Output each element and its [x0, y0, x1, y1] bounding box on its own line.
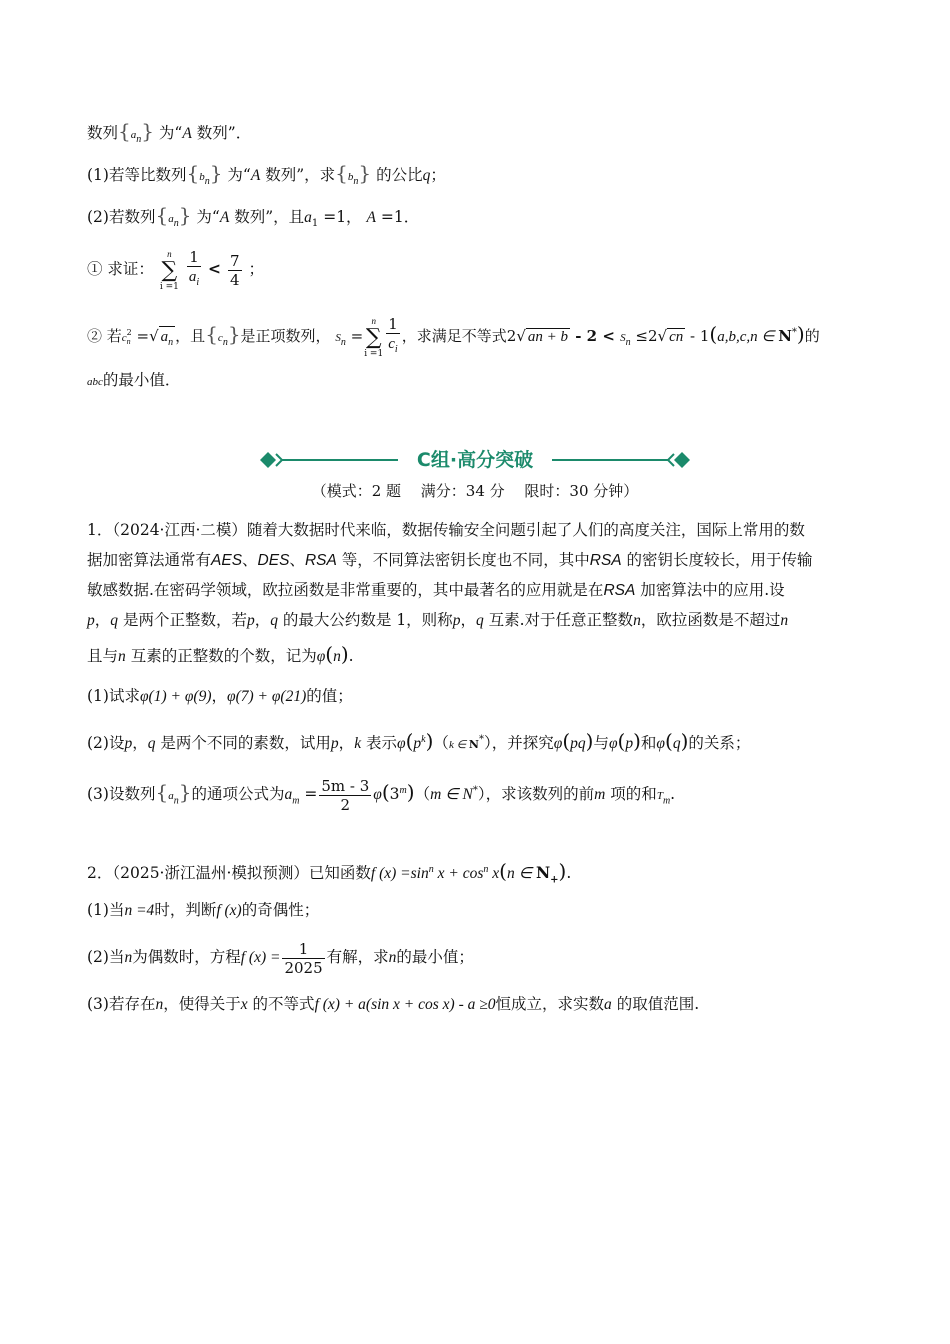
problem-1-line-4: p，q 是两个正整数，若p，q 的最大公约数是 1，则称p，q 互素.对于任意正整数n，欧拉函数是不超过n: [87, 611, 789, 629]
subscript: n: [222, 337, 228, 348]
problem-2-sub-3: (3)若存在n，使得关于x 的不等式f (x) + a(sin x + cos x) - a ≥0恒成立，求实数a 的取值范围.: [87, 995, 700, 1013]
text: 是正项数列，: [240, 327, 331, 345]
fraction: $\frac{7}{4}$: [229, 251, 240, 289]
text: a,b,c,n ∈: [717, 329, 779, 345]
text: an + b: [527, 329, 568, 345]
question-2-2: ② 若c 2 n =√ $a_n$ ，且$\{c_n\}$是正项数列， $S_n =n$ ∑ i =1 $\frac{1}{c_i}$ ，求满足不等式2√ an + $b - 2 < S_n \le 2√$ cn - 1(a,b,c,n ∈ N*)的: [87, 315, 820, 359]
text: A: [250, 167, 261, 184]
text: =: [131, 327, 150, 345]
text: ，且: [175, 327, 206, 345]
text: (1)若等比数列: [87, 166, 187, 184]
text: A: [182, 125, 192, 142]
fraction: $\frac{1}{c_i}$: [388, 315, 398, 355]
text: =: [345, 327, 364, 345]
subscript: n: [353, 176, 359, 188]
fraction: $\frac{1}{a_i}$: [188, 248, 200, 288]
text: A: [366, 209, 376, 226]
subscript: n: [625, 337, 631, 348]
section-subtitle: （模式：2 题 满分：34 分 限时：30 分钟）: [311, 482, 639, 500]
text: <: [208, 259, 222, 278]
problem-1-sub-3: (3)设数列$\{a_n\}$的通项公式为$a_m$ = $\frac{5m - 3}{2}$ φ(3$^m$)（m ∈ N*），求该数列的前m 项的和$T_m$.: [87, 776, 676, 814]
text: c: [217, 332, 223, 344]
text: 为“: [196, 208, 220, 226]
question-2-2-line2: [87, 369, 180, 393]
superscript: *: [791, 327, 797, 338]
sum-symbol: n ∑ i =1: [364, 315, 384, 359]
subscript: n: [204, 176, 210, 188]
text: q: [422, 167, 431, 184]
text: 的: [804, 327, 820, 345]
text: ，求满足不等式: [401, 327, 507, 345]
text: 数列”，求: [265, 166, 336, 184]
seq-symbol: b: [347, 171, 354, 183]
text: 为“: [227, 166, 251, 184]
text: a: [304, 209, 312, 226]
subscript: n: [136, 134, 142, 146]
text: S: [335, 332, 341, 344]
text: 数列”，且: [234, 208, 305, 226]
text: ≤2: [630, 327, 658, 345]
text: ② 若: [87, 327, 122, 345]
problem-1-sub-1: (1)试求φ(1) + φ(9)，φ(7) + φ(21)的值；: [87, 687, 353, 705]
subscript: 1: [311, 218, 319, 230]
text: S: [620, 332, 626, 344]
text: 的公比: [376, 166, 423, 184]
text: cn: [669, 329, 684, 345]
section-title: C组·高分突破: [416, 449, 534, 471]
text: ；: [430, 166, 446, 184]
problem-2-sub-1: (1)当n =4时，判断f (x)的奇偶性；: [87, 901, 320, 919]
text: 数列”．: [196, 124, 252, 142]
problem-1-line-5: 且与n 互素的正整数的个数，记为φ(n).: [87, 642, 354, 666]
sum-symbol: n ∑ i =1: [159, 248, 179, 292]
problem-1-line-1: 1．（2024·江西·二模）随着大数据时代来临，数据传输安全问题引起了人们的高度关注，国际上常用的数: [87, 521, 805, 539]
text: 的最小值．: [102, 371, 181, 389]
problem-2-line-1: 2．（2025·浙江温州·模拟预测）已知函数f $(x) =\sin^n$ $x + \cos^n x(n$ ∈ $N_+$).: [87, 859, 572, 886]
text: 为“: [158, 124, 183, 142]
subscript: n: [173, 218, 179, 230]
text: =1．: [375, 208, 420, 226]
question-2-1: [87, 248, 264, 292]
seq-symbol: b: [199, 171, 205, 183]
text: (2)若数列: [87, 208, 156, 226]
text: c: [121, 332, 127, 344]
text: 2: [506, 327, 517, 345]
text: - 1: [685, 327, 710, 345]
subscript: n: [340, 337, 346, 348]
seq-symbol: a: [168, 213, 174, 225]
problem-1-line-3: 敏感数据.在密码学领域，欧拉函数是非常重要的，其中最著名的应用就是在RSA 加密算法中的应用.设: [87, 581, 785, 599]
problem-2-sub-2: (2)当n为偶数时，方程f (x) = $\frac{1}{2025}$ 有解，求n的最小值；: [87, 939, 474, 977]
question-2: (2)若数列$\{a_n\}$ 为“A 数列”，且$a_1 =1$， A =1．: [87, 203, 420, 230]
section-header: [258, 448, 692, 472]
problem-1-sub-2: (2)设p，q 是两个不同的素数，试用p，k 表示$\varphi(p^k)(k$ ∈ N*），并探究φ(pq)与φ(p)和φ(q)的关系；: [87, 729, 751, 754]
question-1: (1)若等比数列$\{b_n\}$ 为“A 数列”，求$\{b_n\}$ 的公比q；: [87, 161, 446, 188]
text: N: [778, 327, 792, 345]
text: - 2 <: [570, 327, 621, 345]
text: A: [219, 209, 230, 226]
fraction: $\frac{1}{2025}$: [284, 939, 323, 977]
text: 数列: [87, 124, 119, 142]
text: ；: [248, 260, 264, 278]
text: =1，: [318, 208, 362, 226]
seq-symbol: a: [130, 129, 137, 141]
problem-1-line-2: 据加密算法通常有AES、DES、RSA 等，不同算法密钥长度也不同，其中RSA 的密钥长度较长，用于传输: [87, 551, 813, 569]
fraction: $\frac{5m - 3}{2}$: [321, 776, 370, 814]
text: abc: [87, 376, 103, 388]
text: ① 求证：: [87, 260, 154, 278]
intro-line: 数列$\{a_n\}$ 为“A 数列”．: [87, 119, 252, 146]
